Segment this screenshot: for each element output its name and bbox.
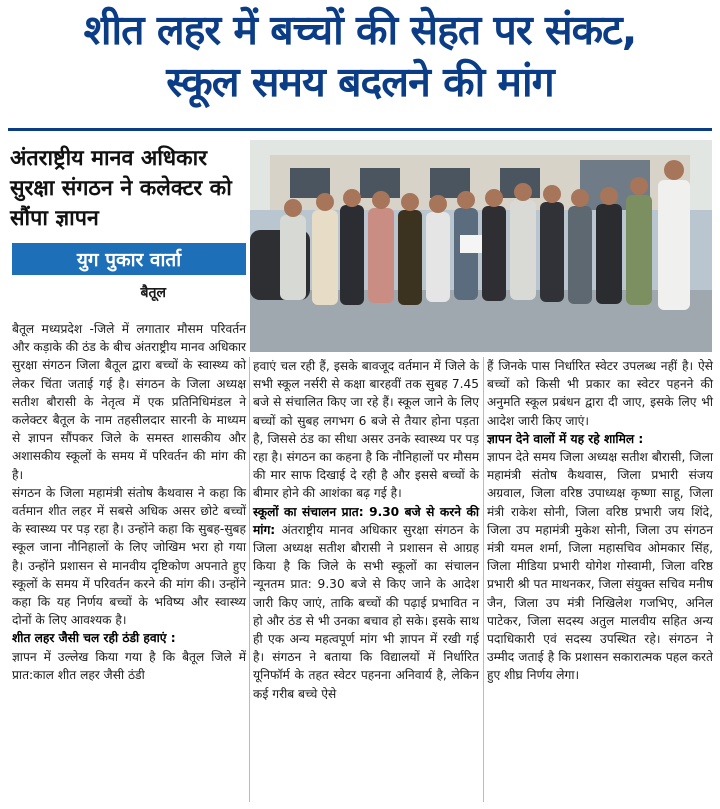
source-box xyxy=(12,243,246,275)
headline-line-1: शीत लहर में बच्चों की सेहत पर संकट, xyxy=(83,6,637,54)
article-column-1 xyxy=(12,320,246,684)
section-heading: शीत लहर जैसी चल रही ठंडी हवाएं : xyxy=(12,631,176,646)
article-column-2 xyxy=(253,357,479,703)
headline-rule xyxy=(8,128,712,131)
paragraph: अंतराष्ट्रीय मानव अधिकार सुरक्षा संगठन के जिला अध्यक्ष सतीश बौरासी ने प्रशासन से आग्रह किया है कि जिले के सभी स्कूलों का संचालन न्यूनतम प्रात: 9.30 बजे से किए जाने के आदेश जारी किए जाएं, ताकि बच्चों की पढ़ाई प्रभावित न हो और ठंड से भी उनका बचाव हो सके। इसके साथ ही एक अन्य महत्वपूर्ण मांग भी ज्ञापन में रखी गई है। संगठन ने बताया कि विद्यालयों में निर्धारित यूनिफॉर्म के तहत स्वेटर पहनना अनिवार्य है, लेकिन कई गरीब बच्चे ऐसे xyxy=(253,522,479,701)
paragraph: संगठन के जिला महामंत्री संतोष कैथवास ने कहा कि वर्तमान शीत लहर में सबसे अधिक असर छोटे बच्चों के स्वास्थ्य पर पड़ रहा है। उन्होंने कहा कि सुबह-सुबह स्कूल जाना नौनिहालों के लिए जोखिम भरा हो गया है। उन्होंने प्रशासन से मानवीय दृष्टिकोण अपनाते हुए स्कूलों के समय में परिवर्तन करने की मांग की। उन्होंने कहा कि यह निर्णय बच्चों के भविष्य और स्वास्थ्य दोनों के लिए आवश्यक है। xyxy=(12,485,246,628)
paragraph: बैतूल मध्यप्रदेश -जिले में लगातार मौसम परिवर्तन और कड़ाके की ठंड के बीच अंतराष्ट्रीय मानव अधिकार सुरक्षा संगठन जिला बैतूल द्वारा बच्चों के स्वास्थ्य को लेकर चिंता जताई गई है। संगठन के जिला अध्यक्ष सतीश बौरासी के नेतृत्व में एक प्रतिनिधिमंडल ने कलेक्टर बैतूल के नाम तहसीलदार सारनी के माध्यम से ज्ञापन सौंपकर जिले के समस्त शासकीय और अशासकीय स्कूलों के समय में परिवर्तन की मांग की है। xyxy=(12,322,246,482)
headline-line-2: स्कूल समय बदलने की मांग xyxy=(166,58,554,106)
section-heading: ज्ञापन देने वालों में यह रहे शामिल : xyxy=(487,431,644,446)
group-photo xyxy=(250,140,712,352)
article-column-3 xyxy=(487,357,713,685)
paragraph: ज्ञापन में उल्लेख किया गया है कि बैतूल जिले में प्रात:काल शीत लहर जैसी ठंडी xyxy=(12,649,246,682)
headline xyxy=(0,4,720,108)
paragraph: हैं जिनके पास निर्धारित स्वेटर उपलब्ध नहीं है। ऐसे बच्चों को किसी भी प्रकार का स्वेटर पहनने की अनुमति स्कूल प्रबंधन द्वारा दी जाए, इसके लिए भी आदेश जारी किए जाएं। xyxy=(487,359,713,428)
column-divider xyxy=(249,357,250,802)
source-label: युग पुकार वार्ता xyxy=(76,249,182,271)
column-divider xyxy=(483,357,484,802)
paragraph: हवाएं चल रही हैं, इसके बावजूद वर्तमान में जिले के सभी स्कूल नर्सरी से कक्षा बारहवीं तक सुबह 7.45 बजे से संचालित किए जा रहे हैं। स्कूल जाने के लिए बच्चों को सुबह लगभग 6 बजे से तैयार होना पड़ता है, जिससे ठंड का सीधा असर उनके स्वास्थ्य पर पड़ रहा है। संगठन का कहना है कि नौनिहालों पर मौसम की मार साफ दिखाई दे रही है और इससे बच्चों के बीमार होने की आशंका बढ़ गई है। xyxy=(253,359,479,501)
dateline: बैतूल xyxy=(140,285,166,301)
group-photo-icon xyxy=(250,140,712,352)
subheadline: अंतराष्ट्रीय मानव अधिकार सुरक्षा संगठन ने कलेक्टर को सौंपा ज्ञापन xyxy=(10,146,232,231)
paragraph: ज्ञापन देते समय जिला अध्यक्ष सतीश बौरासी, जिला महामंत्री संतोष कैथवास, जिला प्रभारी संजय अग्रवाल, जिला वरिष्ठ उपाध्यक्ष कृष्णा साहू, जिला मंत्री राकेश सोनी, जिला वरिष्ठ प्रभारी जय शिंदे, जिला उप महामंत्री मुकेश सोनी, जिला उप संगठन मंत्री यमल शर्मा, जिला महासचिव ओमकार सिंह, जिला मीडिया प्रभारी योगेश गोस्वामी, जिला वरिष्ठ प्रभारी श्री पत माथनकर, जिला संयुक्त सचिव मनीष जैन, जिला उप मंत्री निखिलेश गजभिए, अनिल पाटेकर, जिला सदस्य अतुल मालवीय सहित अन्य पदाधिकारी एवं सदस्य उपस्थित रहे। संगठन ने उम्मीद जताई है कि प्रशासन सकारात्मक पहल करते हुए शीघ्र निर्णय लेगा। xyxy=(487,450,713,683)
section-heading: स्कूलों का संचालन प्रात: 9.30 बजे से करने की मांग: xyxy=(253,504,479,537)
